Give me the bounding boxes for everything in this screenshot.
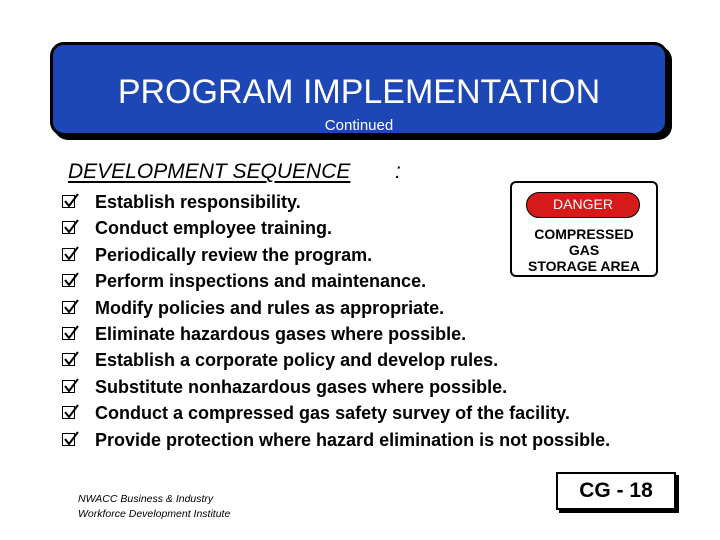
sign-line-1: COMPRESSED [534, 226, 634, 242]
sign-line-3: STORAGE AREA [527, 258, 640, 274]
slide-subtitle: Continued [324, 117, 394, 134]
bullet-text: Modify policies and rules as appropriate. [95, 297, 445, 318]
checkbox-checked-icon [62, 248, 75, 261]
bullet-text: Perform inspections and maintenance. [95, 271, 427, 292]
slide-title: PROGRAM IMPLEMENTATION [117, 73, 601, 111]
footer-organization [78, 492, 230, 522]
checkbox-checked-icon [62, 221, 75, 234]
checkbox-checked-icon [62, 433, 75, 446]
danger-sign [510, 181, 658, 277]
danger-label: DANGER [553, 196, 613, 212]
footer-line-1: NWACC Business & Industry [78, 493, 214, 505]
checkbox-checked-icon [62, 327, 75, 340]
checkbox-checked-icon [62, 274, 75, 287]
danger-label-badge [526, 192, 640, 218]
checkbox-checked-icon [62, 301, 75, 314]
sign-text [512, 226, 656, 274]
bullet-text: Provide protection where hazard elimination is not possible. [95, 429, 611, 450]
bullet-text: Substitute nonhazardous gases where possible. [95, 376, 508, 397]
section-heading: DEVELOPMENT SEQUENCE [68, 160, 351, 183]
checkbox-checked-icon [62, 380, 75, 393]
bullet-text: Conduct a compressed gas safety survey of the facility. [95, 403, 570, 424]
sign-line-2: GAS [568, 242, 600, 258]
bullet-text: Establish responsibility. [95, 192, 301, 212]
title-banner [50, 42, 668, 136]
footer-line-2: Workforce Development Institute [78, 508, 231, 520]
checkbox-checked-icon [62, 195, 75, 208]
checkbox-checked-icon [62, 353, 75, 366]
section-heading-colon: : [395, 160, 401, 183]
bullet-text: Conduct employee training. [95, 218, 333, 239]
checkbox-checked-icon [62, 406, 75, 419]
bullet-text: Periodically review the program. [95, 244, 373, 265]
slide-number: CG - 18 [556, 472, 676, 510]
bullet-text: Establish a corporate policy and develop rules. [95, 350, 499, 371]
bullet-text: Eliminate hazardous gases where possible. [95, 323, 467, 344]
